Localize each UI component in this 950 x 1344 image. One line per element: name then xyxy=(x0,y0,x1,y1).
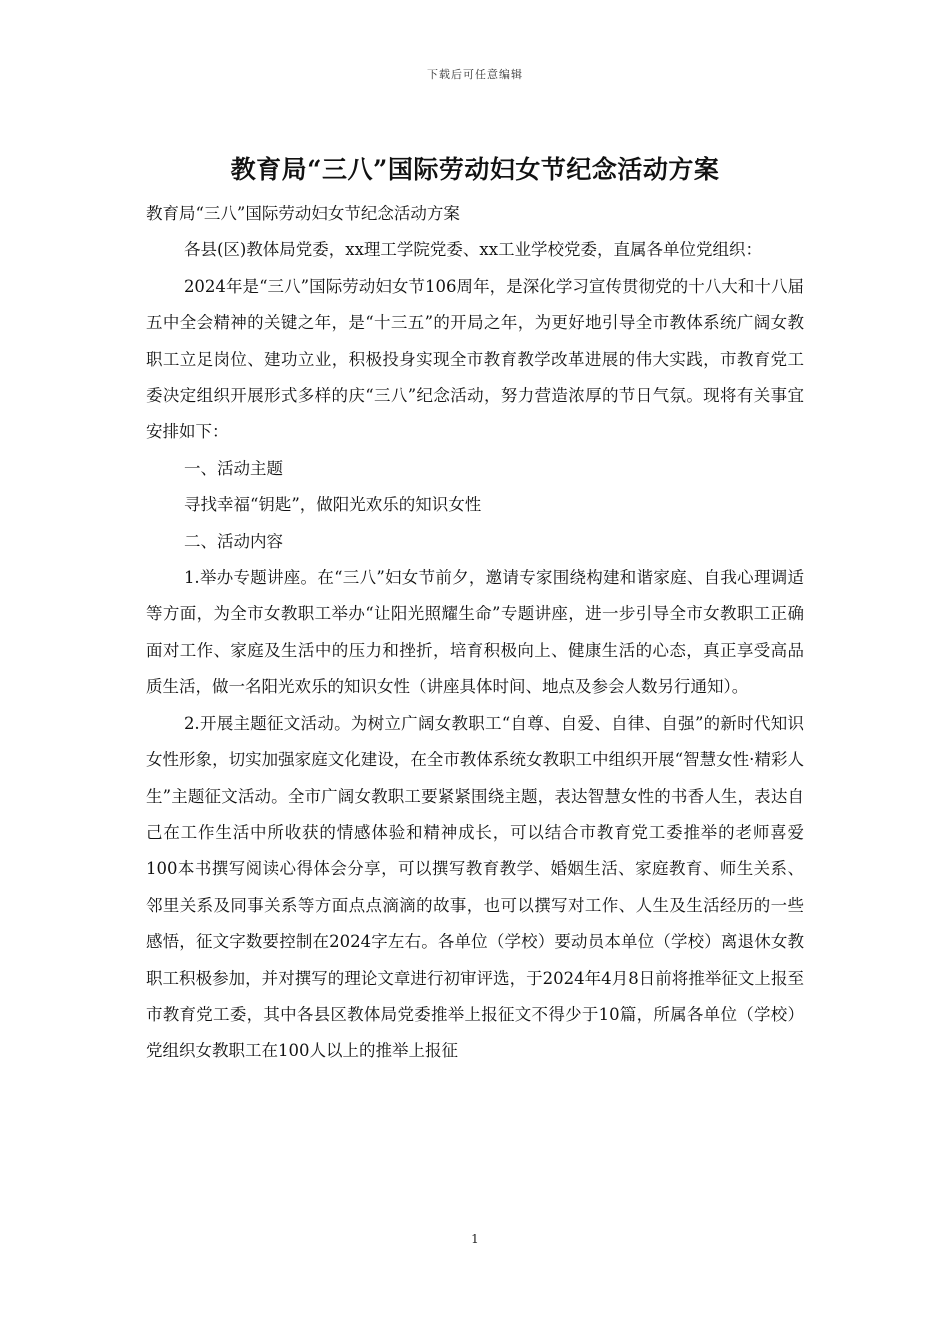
section-heading-content: 二、活动内容 xyxy=(183,531,283,551)
document-body xyxy=(146,196,804,1070)
page-header-note: 下载后可任意编辑 xyxy=(427,68,523,81)
subtitle-paragraph: 教育局“三八”国际劳动妇女节纪念活动方案 xyxy=(146,204,460,223)
salutation-paragraph: 各县(区)教体局党委，xx理工学院党委、xx工业学校党委，直属各单位党组织： xyxy=(183,240,763,260)
content-item-2: 2.开展主题征文活动。为树立广阔女教职工“自尊、自爱、自律、自强”的新时代知识女性形象，切实加强家庭文化建设，在全市教体系统女教职工中组织开展“智慧女性·精彩人生”主题征文活动。全市广阔女教职工要紧紧围绕主题，表达智慧女性的书香人生，表达自己在工作生活中所收获的情感体验和精神成长，可以结合市教育党工委推举的老师喜爱100本书撰写阅读心得体会分享，可以撰写教育教学、婚姻生活、家庭教育、师生关系、邻里关系及同事关系等方面点点滴滴的故事，也可以撰写对工作、人生及生活经历的一些感悟，征文字数要控制在2024字左右。各单位（学校）要动员本单位（学校）离退休女教职工积极参加，并对撰写的理论文章进行初审评选，于2024年4月8日前将推举征文上报至市教育党工委，其中各县区教体局党委推举上报征文不得少于10篇，所属各单位（学校）党组织女教职工在100人以上的推举上报征 xyxy=(146,713,804,1061)
theme-paragraph: 寻找幸福“钥匙”，做阳光欢乐的知识女性 xyxy=(183,495,482,515)
intro-paragraph: 2024年是“三八”国际劳动妇女节106周年，是深化学习宣传贯彻党的十八大和十八届五中全会精神的关键之年，是“十三五”的开局之年，为更好地引导全市教体系统广阔女教职工立足岗位、建功立业，积极投身实现全市教育教学改革进展的伟大实践，市教育党工委决定组织开展形式多样的庆“三八”纪念活动，努力营造浓厚的节日气氛。现将有关事宜安排如下： xyxy=(146,276,804,442)
document-title: 教育局“三八”国际劳动妇女节纪念活动方案 xyxy=(230,155,720,184)
content-item-1: 1.举办专题讲座。在“三八”妇女节前夕，邀请专家围绕构建和谐家庭、自我心理调适等方面，为全市女教职工举办“让阳光照耀生命”专题讲座，进一步引导全市女教职工正确面对工作、家庭及生活中的压力和挫折，培育积极向上、健康生活的心态，真正享受高品质生活，做一名阳光欢乐的知识女性（讲座具体时间、地点及参会人数另行通知）。 xyxy=(146,568,804,697)
section-heading-theme: 一、活动主题 xyxy=(183,458,283,478)
page-number: 1 xyxy=(471,1232,479,1246)
